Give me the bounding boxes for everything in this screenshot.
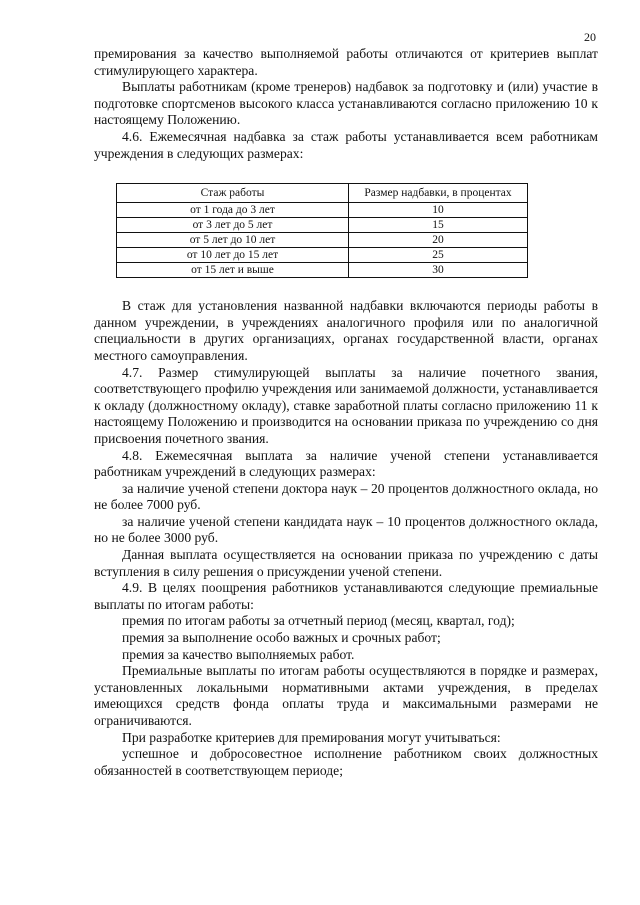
paragraph-candidate-degree: за наличие ученой степени кандидата наук – 10 процентов должностного оклада, но не более 3000 руб. — [94, 513, 598, 546]
paragraph-doctor-degree: за наличие ученой степени доктора наук – 20 процентов должностного оклада, но не более 7000 руб. — [94, 480, 598, 513]
seniority-allowance-table — [116, 183, 528, 278]
percent-cell: 20 — [349, 233, 528, 248]
table-row — [117, 233, 528, 248]
paragraph-bonus-procedure: Премиальные выплаты по итогам работы осуществляются в порядке и размерах, установленных локальными нормативными актами учреждения, в пределах имеющихся средств фонда оплаты труда и максимальными размерами не ограничиваются. — [94, 663, 598, 728]
list-item-quality-bonus: премия за качество выполняемых работ. — [122, 646, 355, 662]
table-row — [117, 203, 528, 218]
percent-cell: 25 — [349, 248, 528, 263]
paragraph-seniority-periods: В стаж для установления названной надбавки включаются периоды работы в данном учреждении, в учреждениях аналогичного профиля или по аналогичной специальности в других организациях, органах государственной власти, органах местного самоуправления. — [94, 298, 598, 363]
list-item-period-bonus: премия по итогам работы за отчетный период (месяц, квартал, год); — [122, 613, 515, 629]
paragraph-4-7: 4.7. Размер стимулирующей выплаты за наличие почетного звания, соответствующего профилю учреждения или занимаемой должности, устанавливается к окладу (должностному окладу), ставке заработной платы согласно приложению 11 к настоящему Положению и производится на основании приказа по учреждению со дня присвоения почетного звания. — [94, 364, 598, 446]
seniority-cell: от 3 лет до 5 лет — [117, 218, 349, 233]
seniority-cell: от 5 лет до 10 лет — [117, 233, 349, 248]
list-item-urgent-work-bonus: премия за выполнение особо важных и срочных работ; — [122, 630, 441, 646]
paragraph-4-8: 4.8. Ежемесячная выплата за наличие ученой степени устанавливается работникам учреждений в следующих размерах: — [94, 447, 598, 480]
paragraph-trainer-allowance: Выплаты работникам (кроме тренеров) надбавок за подготовку и (или) участие в подготовке спортсменов высокого класса устанавливаются согласно приложению 10 к настоящему Положению. — [94, 79, 598, 128]
table-row — [117, 263, 528, 278]
seniority-cell: от 10 лет до 15 лет — [117, 248, 349, 263]
paragraph-degree-order: Данная выплата осуществляется на основании приказа по учреждению с даты вступления в силу решения о присуждении ученой степени. — [94, 547, 598, 579]
percent-cell: 10 — [349, 203, 528, 218]
seniority-cell: от 15 лет и выше — [117, 263, 349, 278]
paragraph-4-9: 4.9. В целях поощрения работников устанавливаются следующие премиальные выплаты по итогам работы: — [94, 580, 598, 612]
table-row — [117, 248, 528, 263]
percent-cell: 30 — [349, 263, 528, 278]
column-header-seniority: Стаж работы — [117, 184, 349, 203]
column-header-allowance-percent: Размер надбавки, в процентах — [349, 184, 528, 203]
seniority-cell: от 1 года до 3 лет — [117, 203, 349, 218]
percent-cell: 15 — [349, 218, 528, 233]
paragraph-4-6: 4.6. Ежемесячная надбавка за стаж работы устанавливается всем работникам учреждения в следующих размерах: — [94, 128, 598, 161]
paragraph-continuation: премирования за качество выполняемой работы отличаются от критериев выплат стимулирующего характера. — [94, 46, 598, 78]
table-row — [117, 218, 528, 233]
paragraph-criteria-diligence: успешное и добросовестное исполнение работником своих должностных обязанностей в соответствующем периоде; — [94, 746, 598, 778]
document-body — [94, 46, 598, 779]
table-header-row — [117, 184, 528, 203]
paragraph-criteria-intro: При разработке критериев для премирования могут учитываться: — [122, 729, 501, 745]
section-after-table — [94, 298, 598, 779]
page-number: 20 — [584, 30, 596, 44]
